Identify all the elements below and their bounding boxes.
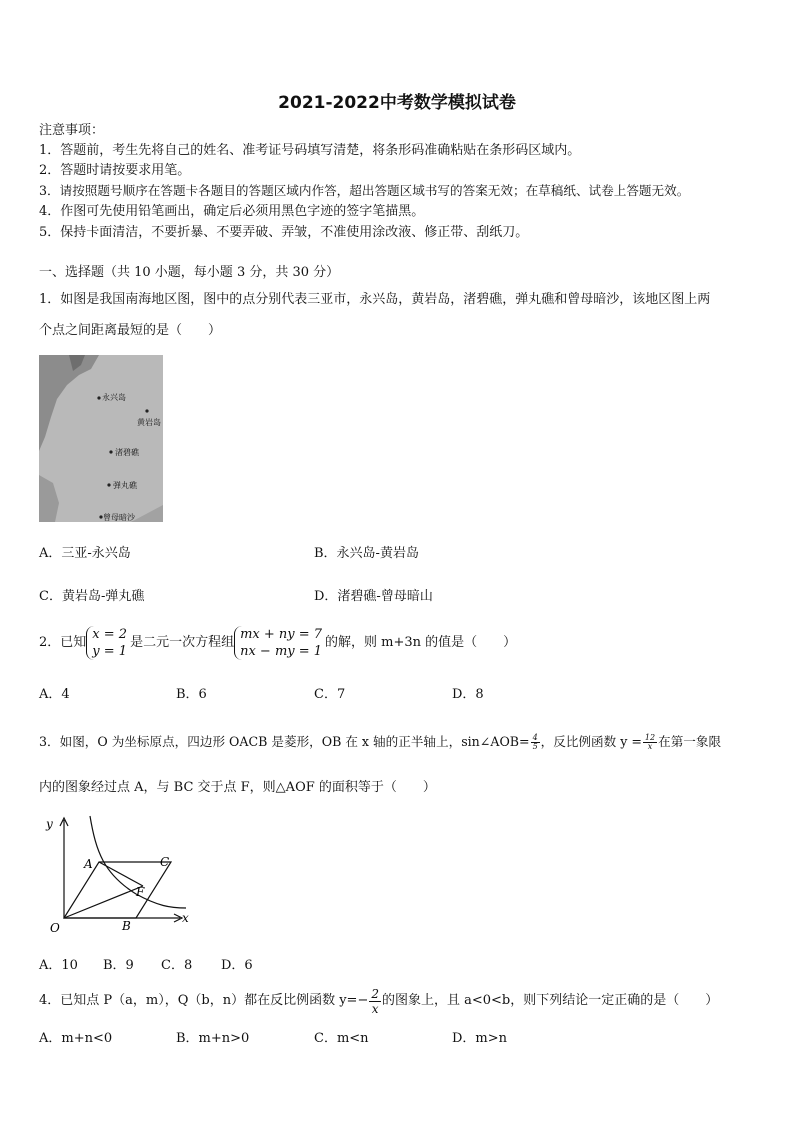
q1-option-a: A．三亚-永兴岛 bbox=[39, 546, 131, 561]
q3-text-b: ，反比例函数 y = bbox=[540, 734, 642, 749]
notice-item: 1．答题前，考生先将自己的姓名、准考证号码填写清楚，将条形码准确粘贴在条形码区域内。 bbox=[39, 143, 581, 158]
q4-fraction bbox=[369, 987, 381, 1016]
q3-text: 内的图象经过点 A，与 BC 交于点 F，则△AOF 的面积等于（ ） bbox=[39, 780, 436, 795]
map-label: 永兴岛 bbox=[102, 393, 126, 402]
q3-text-c: 在第一象限 bbox=[658, 734, 722, 749]
q2-text bbox=[39, 626, 516, 660]
q1-option-b: B．永兴岛-黄岩岛 bbox=[314, 546, 419, 561]
q1-option-c: C．黄岩岛-弹丸礁 bbox=[39, 589, 145, 604]
eq-line: mx + ny = 7 bbox=[240, 627, 323, 642]
q2-option-c: C．7 bbox=[314, 687, 346, 702]
notice-heading: 注意事项： bbox=[39, 123, 105, 138]
fraction-denominator: x bbox=[647, 741, 653, 751]
q1-option-d: D．渚碧礁-曾母暗山 bbox=[314, 589, 433, 604]
point-label-o: O bbox=[50, 921, 60, 935]
fraction-numerator: 4 bbox=[532, 732, 538, 742]
map-label: 黄岩岛 bbox=[137, 418, 161, 427]
eq-line: x = 2 bbox=[92, 627, 128, 642]
q2-equation-system bbox=[234, 626, 325, 660]
q2-option-b: B．6 bbox=[176, 687, 207, 702]
fraction-numerator: 2 bbox=[371, 986, 379, 1001]
q2-mid: 是二元一次方程组 bbox=[130, 635, 235, 650]
q4-text bbox=[39, 985, 718, 1017]
notice-item: 4．作图可先使用铅笔画出，确定后必须用黑色字迹的签字笔描黑。 bbox=[39, 204, 425, 219]
sin-fraction bbox=[531, 734, 540, 751]
fraction-denominator: x bbox=[371, 1001, 379, 1016]
map-label: 渚碧礁 bbox=[115, 448, 139, 457]
q3-option-b: B．9 bbox=[103, 958, 134, 973]
notice-item: 2．答题时请按要求用笔。 bbox=[39, 163, 191, 178]
south-sea-map bbox=[39, 355, 163, 522]
point-label-f: F bbox=[136, 885, 145, 899]
page-title: 2021-2022中考数学模拟试卷 bbox=[278, 93, 516, 113]
function-fraction bbox=[643, 734, 657, 751]
q3-text-a: 3．如图，O 为坐标原点，四边形 OACB 是菱形，OB 在 x 轴的正半轴上，sin∠AOB= bbox=[39, 734, 530, 749]
q2-option-d: D．8 bbox=[452, 687, 484, 702]
q2-solution-system bbox=[86, 626, 130, 660]
axis-label-x: x bbox=[182, 911, 189, 925]
q1-text: 个点之间距离最短的是（ ） bbox=[39, 323, 222, 338]
q3-text bbox=[39, 733, 721, 751]
q4-text-a: 4．已知点 P（a，m），Q（b，n）都在反比例函数 y=− bbox=[39, 993, 369, 1008]
q1-text: 1．如图是我国南海地区图，图中的点分别代表三亚市，永兴岛，黄岩岛，渚碧礁，弹丸礁和曾母暗沙，该地区图上两 bbox=[39, 292, 711, 307]
eq-line: y = 1 bbox=[92, 644, 128, 659]
notice-item: 3．请按照题号顺序在答题卡各题目的答题区域内作答，超出答题区域书写的答案无效；在草稿纸、试卷上答题无效。 bbox=[39, 183, 690, 198]
map-label: 弹丸礁 bbox=[113, 481, 137, 490]
point-label-c: C bbox=[160, 855, 170, 869]
notice-item: 5．保持卡面清洁，不要折暴、不要弄破、弄皱，不准使用涂改液、修正带、刮纸刀。 bbox=[39, 225, 529, 240]
point-label-a: A bbox=[84, 857, 93, 871]
q4-option-b: B．m+n>0 bbox=[176, 1031, 250, 1046]
q4-option-c: C．m<n bbox=[314, 1031, 369, 1046]
q4-option-d: D．m>n bbox=[452, 1031, 508, 1046]
rhombus-figure bbox=[40, 812, 200, 937]
q2-prefix: 2．已知 bbox=[39, 635, 87, 650]
q2-option-a: A．4 bbox=[39, 687, 70, 702]
section-heading: 一、选择题（共 10 小题，每小题 3 分，共 30 分） bbox=[39, 265, 340, 280]
axis-label-y: y bbox=[46, 817, 53, 831]
eq-line: nx − my = 1 bbox=[240, 644, 323, 659]
q4-text-b: 的图象上，且 a<0<b，则下列结论一定正确的是（ ） bbox=[381, 993, 719, 1008]
map-drawing bbox=[39, 355, 163, 522]
fraction-denominator: 5 bbox=[532, 741, 538, 751]
fraction-numerator: 12 bbox=[644, 732, 656, 742]
q3-option-c: C．8 bbox=[161, 958, 193, 973]
map-label: 曾母暗沙 bbox=[103, 513, 135, 522]
q2-suffix: 的解，则 m+3n 的值是（ ） bbox=[325, 635, 517, 650]
q3-option-d: D．6 bbox=[221, 958, 253, 973]
q3-option-a: A．10 bbox=[39, 958, 78, 973]
point-label-b: B bbox=[122, 919, 131, 933]
q4-option-a: A．m+n<0 bbox=[39, 1031, 113, 1046]
